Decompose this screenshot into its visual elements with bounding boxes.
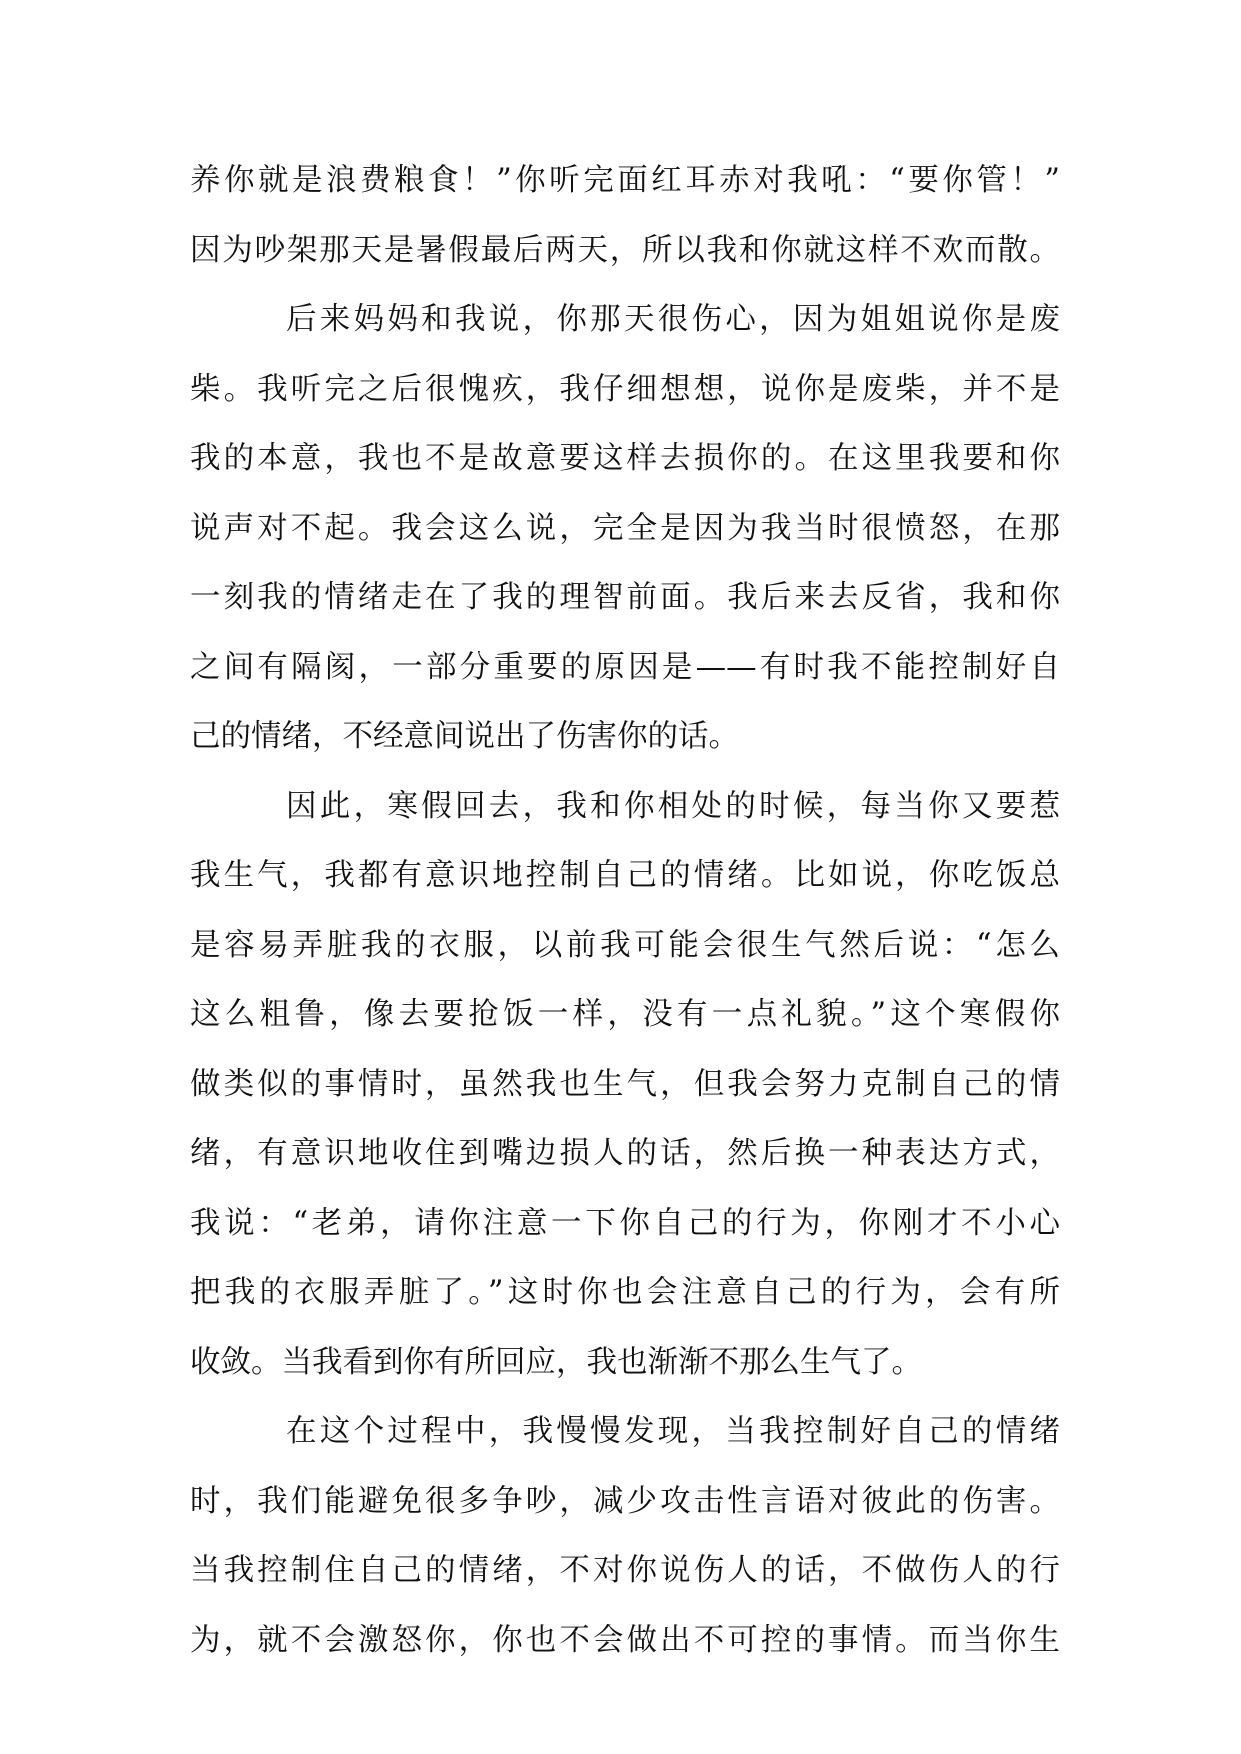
paragraph-first-line: 因此，寒假回去，我和你相处的时候，每当你又要惹 [286, 788, 1060, 824]
text-line: 这么粗鲁，像去要抢饭一样，没有一点礼貌。”这个寒假你 [190, 997, 1060, 1032]
paragraph-first-line: 后来妈妈和我说，你那天很伤心，因为姐姐说你是废 [286, 302, 1060, 337]
text-line: 我的本意，我也不是故意要这样去损你的。在这里我要和你 [190, 441, 1060, 476]
paragraph-first-line: 在这个过程中，我慢慢发现，当我控制好自己的情绪 [286, 1414, 1060, 1449]
text-line: 时，我们能避免很多争吵，减少攻击性言语对彼此的伤害。 [190, 1483, 1060, 1519]
paragraph-last-line: 己的情绪，不经意间说出了伤害你的话。 [190, 719, 739, 754]
text-line: 把我的衣服弄脏了。”这时你也会注意自己的行为，会有所 [190, 1275, 1060, 1310]
text-line: 我生气，我都有意识地控制自己的情绪。比如说，你吃饭总 [190, 858, 1060, 893]
paragraph-last-line: 收敛。当我看到你有所回应，我也渐渐不那么生气了。 [190, 1344, 922, 1380]
text-line: 一刻我的情绪走在了我的理智前面。我后来去反省，我和你 [190, 580, 1060, 615]
text-line: 是容易弄脏我的衣服，以前我可能会很生气然后说：“怎么 [190, 927, 1060, 963]
text-line: 之间有隔阂，一部分重要的原因是——有时我不能控制好自 [190, 649, 1060, 685]
text-line: 为，就不会激怒你，你也不会做出不可控的事情。而当你生 [190, 1622, 1060, 1658]
text-line: 当我控制住自己的情绪，不对你说伤人的话，不做伤人的行 [190, 1553, 1060, 1588]
document-body [190, 146, 1060, 1675]
text-line: 因为吵架那天是暑假最后两天，所以我和你就这样不欢而散。 [190, 232, 1060, 268]
text-line: 说声对不起。我会这么说，完全是因为我当时很愤怒，在那 [190, 510, 1060, 546]
text-line: 柴。我听完之后很愧疚，我仔细想想，说你是废柴，并不是 [190, 371, 1060, 407]
text-line: 绪，有意识地收住到嘴边损人的话，然后换一种表达方式， [190, 1136, 1060, 1171]
text-line: 养你就是浪费粮食！”你听完面红耳赤对我吼：“要你管！” [190, 163, 1060, 198]
text-line: 我说：“老弟，请你注意一下你自己的行为，你刚才不小心 [190, 1205, 1060, 1241]
text-line: 做类似的事情时，虽然我也生气，但我会努力克制自己的情 [190, 1066, 1060, 1102]
